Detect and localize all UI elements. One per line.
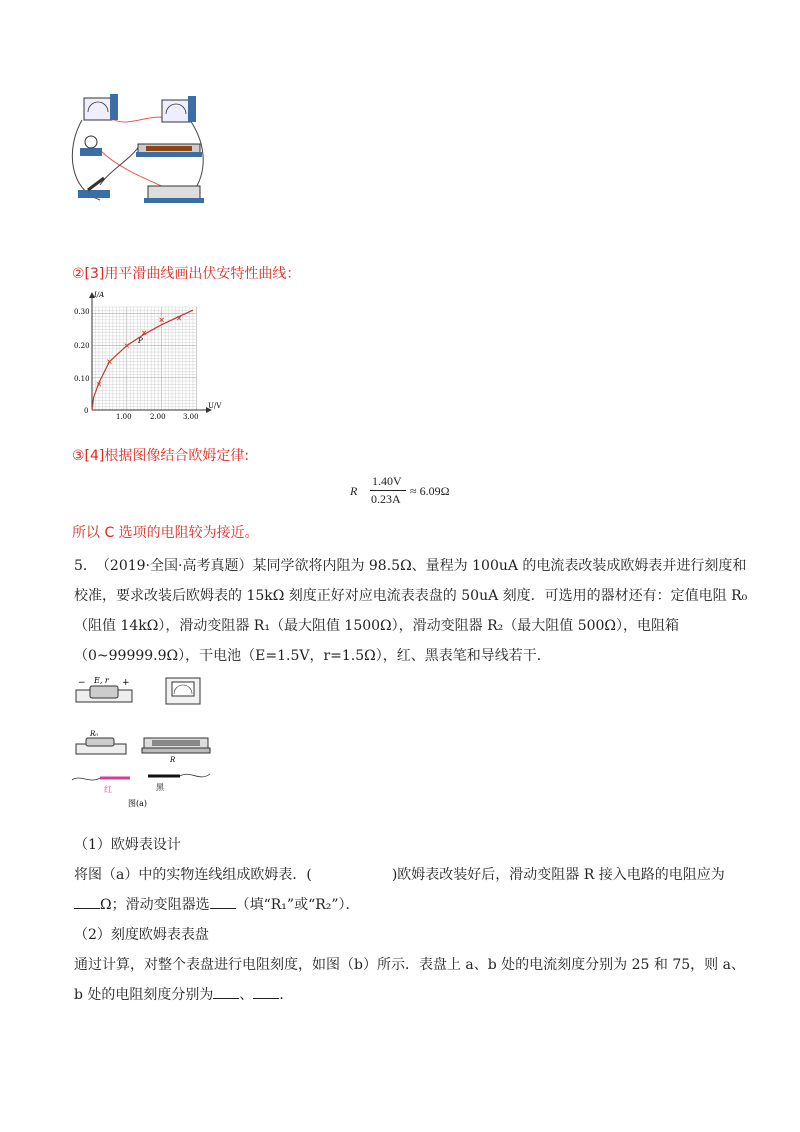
y-tick-0.20: 0.20 [74,342,90,350]
point-p-label: P [138,337,143,345]
part-1-line-2b: （填“R₁”或“R₂”）． [235,897,360,913]
battery-plus-label: + [122,678,130,688]
part-2-line-2a: b 处的电阻刻度分别为 [74,987,214,1003]
formula-numerator: 1.40V [372,474,402,488]
part-2 [74,925,754,1015]
question-line-1: （2019·全国·高考真题）某同学欲将内阻为 98.5Ω、量程为 100uA 的电流表改装成欧姆表并进行刻度和 [102,558,747,574]
black-lead [148,774,210,792]
ammeter-box [166,678,200,704]
question-line-2: 校准，要求改装后欧姆表的 15kΩ 刻度正好对应电流表表盘的 50uA 刻度．可选用的器材还有：定值电阻 R₀ [74,588,748,604]
x-tick-1.00: 1.00 [116,413,132,421]
black-lead-label: 黑 [156,783,164,792]
question-line-3: （阻值 14kΩ），滑动变阻器 R₁（最大阻值 1500Ω），滑动变阻器 R₂（最大阻值 500Ω），电阻箱 [74,618,680,634]
x-axis-label: U/V [208,402,222,410]
answer-blank-a[interactable] [213,986,239,999]
answer-blank-b[interactable] [253,986,279,999]
r0-resistor [76,730,126,754]
red-lead [72,778,130,794]
part-1-line-1a: 将图（a）中的实物连线组成欧姆表．( [74,867,312,883]
formula [350,472,470,512]
conclusion-text: 所以 C 选项的电阻较为接近。 [72,525,259,541]
battery-device [76,676,132,702]
iu-characteristic-chart [70,288,230,423]
figure-a-caption: 图(a) [128,799,148,808]
part-2-line-1: 通过计算，对整个表盘进行电阻刻度，如图（b）所示．表盘上 a、b 处的电流刻度分别为 25 和 75，则 a、 [74,957,745,973]
x-tick-2.00: 2.00 [150,413,166,421]
bulb-device [80,136,102,156]
battery-minus-label: − [78,678,86,688]
formula-result: ≈ 6.09Ω [410,484,450,498]
part-1-line-2a: Ω；滑动变阻器选 [100,897,210,913]
origin-label: 0 [84,407,89,415]
part-1-heading: （1）欧姆表设计 [74,837,181,853]
question-5 [74,556,754,676]
formula-denominator: 0.23A [371,492,401,506]
battery-holder-device [144,186,204,203]
answer-blank-r-value[interactable] [74,896,100,909]
answer-blank-rheostat[interactable] [210,896,236,909]
part-2-separator: 、 [239,987,254,1003]
r0-label: R₀ [90,730,99,738]
battery-label: E, r [94,676,109,685]
part-1 [74,835,754,925]
fraction-bar [370,490,406,491]
circuit-illustration [70,90,210,210]
ammeter-device [84,94,118,120]
y-axis-label: I/A [94,291,105,299]
rheostat-r [142,738,210,764]
figure-a [70,672,220,812]
y-tick-0.30: 0.30 [74,308,90,316]
part-2-heading: （2）刻度欧姆表表盘 [74,927,209,943]
step-3-text: ③[4]根据图像结合欧姆定律: [72,448,250,464]
part-1-line-1b: )欧姆表改装好后，滑动变阻器 R 接入电路的电阻应为 [391,867,725,883]
rheostat-device [136,144,202,157]
voltmeter-device [162,96,196,122]
chart-grid [92,307,196,410]
question-line-4: （0~99999.9Ω），干电池（E=1.5V，r=1.5Ω），红、黑表笔和导线若干． [74,648,551,664]
part-2-end: ． [279,987,294,1003]
formula-lhs: R [350,484,358,498]
x-tick-3.00: 3.00 [183,413,199,421]
step-2-text: ②[3]用平滑曲线画出伏安特性曲线： [72,266,301,282]
iu-curve [92,310,193,410]
red-lead-label: 红 [104,785,112,794]
y-tick-0.10: 0.10 [74,375,90,383]
r-label: R [170,756,176,764]
question-number: 5． [74,558,97,574]
